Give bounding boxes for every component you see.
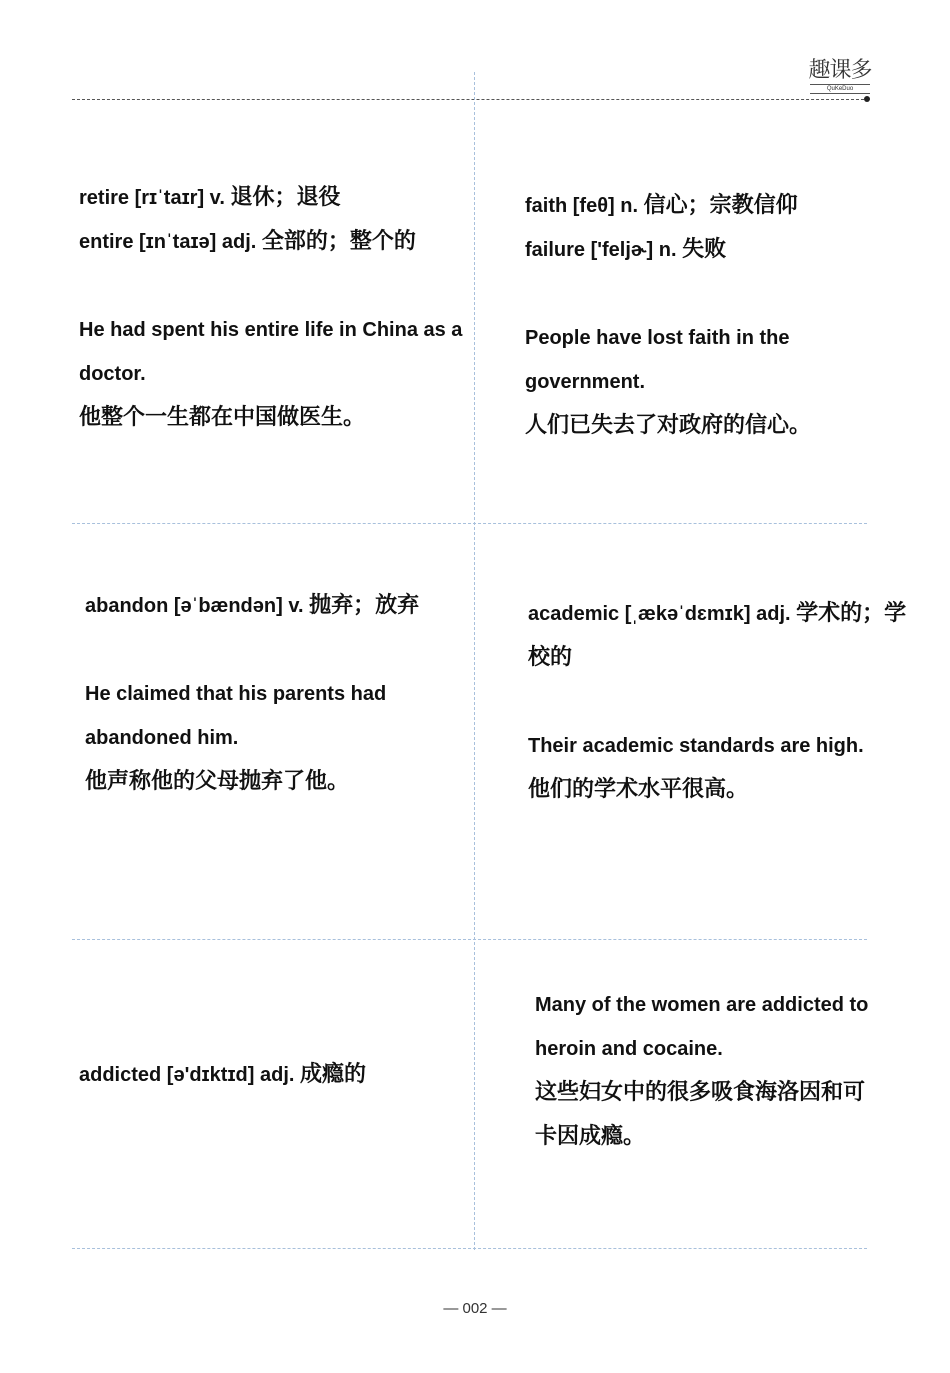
vocab-meaning: 信心；宗教信仰 (643, 193, 798, 218)
vocab-word: addicted [ə'dɪktɪd] adj. (79, 1064, 300, 1086)
column-divider (474, 72, 475, 1250)
vocab-meaning: 抛弃；放弃 (309, 593, 420, 618)
vocab-word: failure ['feljɚ] n. (525, 239, 683, 261)
logo-text: 趣课多 (808, 58, 872, 83)
vocab-entry (525, 228, 855, 272)
vocab-card-retire (79, 176, 471, 440)
vocab-word: academic [ˌækəˈdɛmɪk] adj. (528, 603, 797, 625)
example-sentence-cn: 他整个一生都在中国做医生。 (79, 405, 366, 430)
example-sentence-en: He had spent his entire life in China as a doctor. (79, 319, 463, 385)
vocab-card-abandon (85, 584, 450, 804)
header-rule-end-dot (864, 96, 870, 102)
example-sentence-cn: 他声称他的父母抛弃了他。 (85, 769, 350, 794)
row-divider-2 (72, 939, 867, 940)
header-rule (72, 99, 864, 100)
vocab-meaning: 退休；退役 (230, 185, 341, 210)
example-sentence-en: He claimed that his parents had abandoned him. (85, 683, 387, 749)
vocab-entry (525, 184, 855, 228)
example-sentence-en: People have lost faith in the government. (525, 327, 790, 393)
vocab-word: entire [ɪnˈtaɪə] adj. (79, 231, 262, 253)
vocab-entry (85, 584, 450, 628)
vocab-entry (79, 176, 471, 220)
vocab-entry (528, 592, 918, 680)
example-sentence-cn: 这些妇女中的很多吸食海洛因和可卡因成瘾。 (535, 1080, 866, 1149)
vocab-card-addicted (79, 1053, 471, 1097)
vocab-meaning: 失败 (682, 237, 727, 262)
vocab-word: abandon [əˈbændən] v. (85, 595, 310, 617)
example-sentence-cn: 人们已失去了对政府的信心。 (525, 413, 812, 438)
vocab-word: faith [feθ] n. (525, 195, 644, 217)
row-divider-1 (72, 523, 867, 524)
brand-logo (806, 58, 874, 94)
example-sentence-en: Many of the women are addicted to heroin and cocaine. (535, 994, 869, 1060)
vocab-meaning: 学术的；学校的 (528, 601, 907, 670)
example-sentence-cn: 他们的学术水平很高。 (528, 777, 749, 802)
vocab-entry (79, 220, 471, 264)
vocab-meaning: 成瘾的 (300, 1062, 367, 1087)
example-sentence-en: Their academic standards are high. (528, 735, 864, 757)
vocab-card-faith (525, 184, 855, 448)
example-card-addicted (535, 983, 880, 1159)
vocab-meaning: 全部的；整个的 (261, 229, 416, 254)
vocab-card-academic (528, 592, 918, 812)
vocab-entry (79, 1053, 471, 1097)
vocab-word: retire [rɪˈtaɪr] v. (79, 187, 231, 209)
logo-subtext: QuKeDuo (810, 84, 870, 94)
row-divider-3 (72, 1248, 867, 1249)
page-number: — 002 — (443, 1300, 507, 1317)
